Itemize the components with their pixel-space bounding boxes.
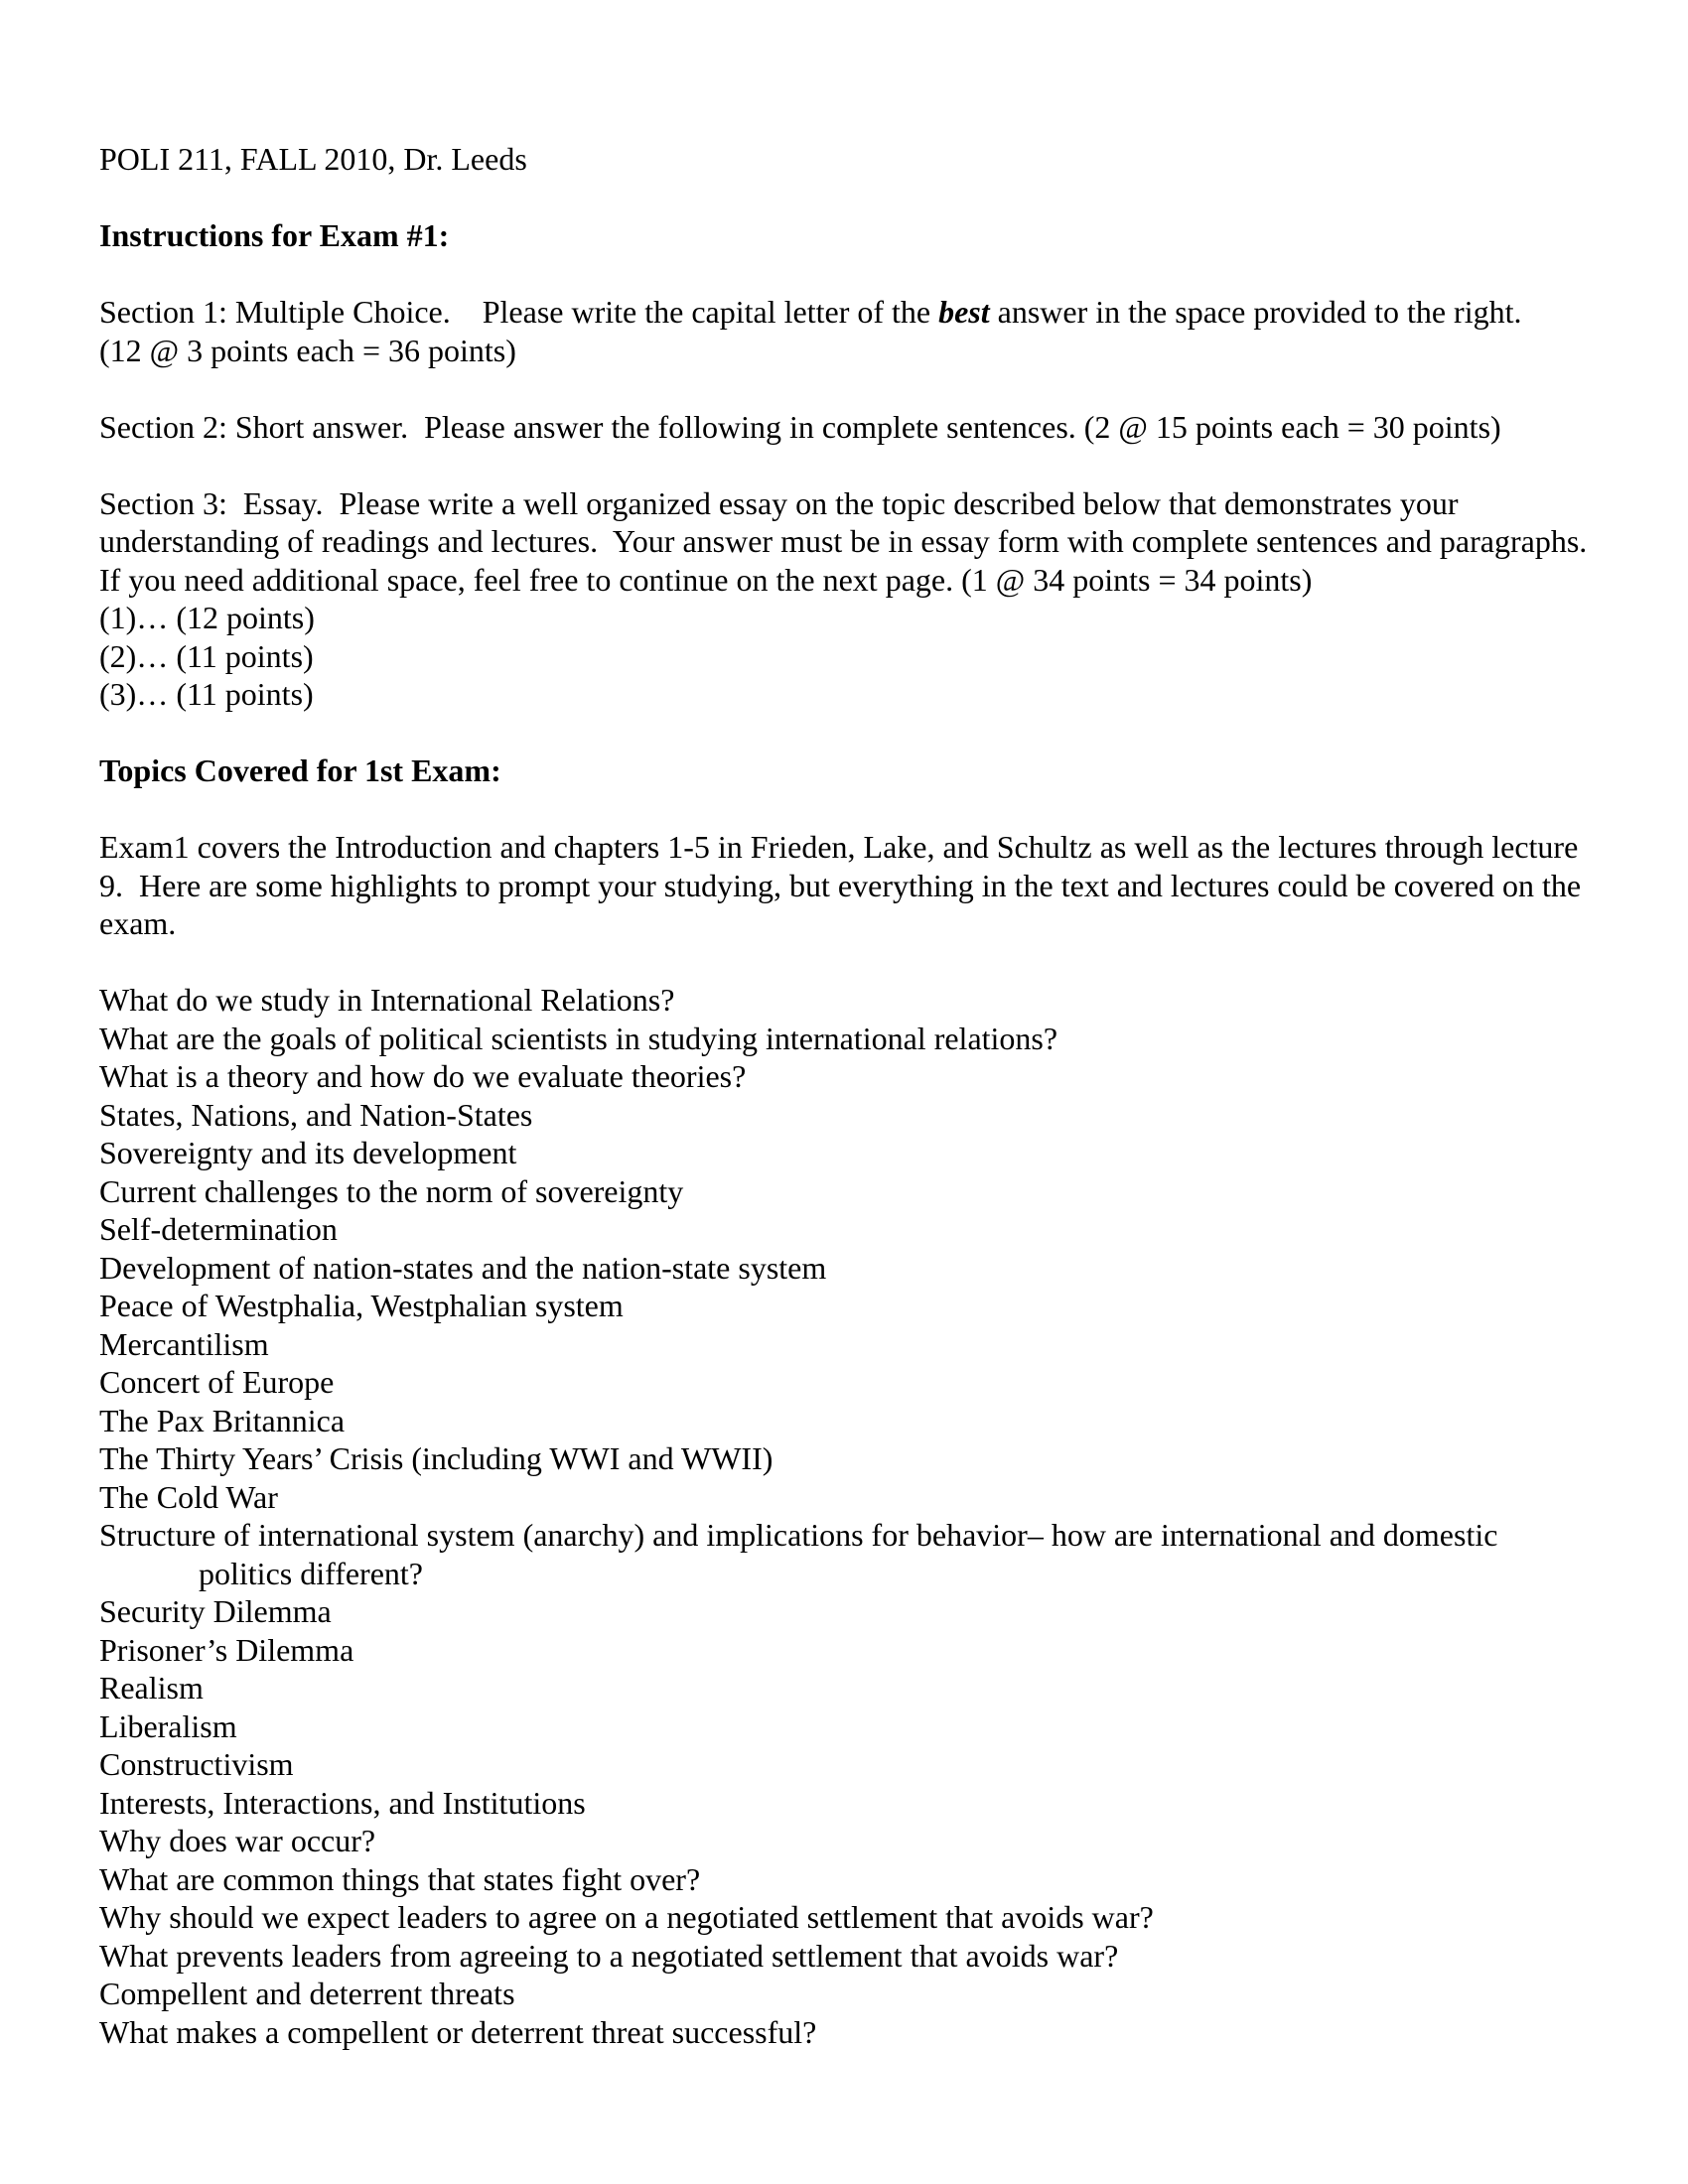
topic-item: What are the goals of political scientists in studying international relations? [99, 1020, 1058, 1056]
section1-text-after: answer in the space provided to the right. [989, 294, 1522, 330]
topic-item: Self-determination [99, 1211, 338, 1247]
topic-item: What prevents leaders from agreeing to a negotiated settlement that avoids war? [99, 1937, 1119, 1974]
section1-points: (12 @ 3 points each = 36 points) [99, 332, 516, 368]
topic-item: What do we study in International Relations? [99, 982, 675, 1018]
topic-item: The Thirty Years’ Crisis (including WWI and WWII) [99, 1440, 774, 1476]
section2-instructions: Section 2: Short answer. Please answer the following in complete sentences. (2 @ 15 points each = 30 points) [99, 408, 1501, 445]
section1-emphasis: best [938, 294, 990, 330]
topic-item: Mercantilism [99, 1325, 269, 1362]
topic-item: Interests, Interactions, and Institutions [99, 1784, 586, 1821]
topic-item: Current challenges to the norm of sovereignty [99, 1172, 684, 1209]
topic-item: Peace of Westphalia, Westphalian system [99, 1288, 624, 1323]
topic-item: States, Nations, and Nation-States [99, 1096, 533, 1133]
document-body [99, 140, 1604, 2051]
topic-item: Concert of Europe [99, 1364, 335, 1400]
topic-item: What are common things that states fight over? [99, 1860, 701, 1897]
topic-item: The Pax Britannica [99, 1402, 346, 1438]
section3-part-1: (1)… (12 points) [99, 600, 315, 635]
instructions-heading: Instructions for Exam #1: [99, 217, 450, 253]
section3-instructions: Section 3: Essay. Please write a well organized essay on the topic described below that demonstrates your understanding of readings and lectures. Your answer must be in essay form with complete sentences and paragraphs. If you need additional space, feel free to continue on the next page. (1 @ 34 points = 34 points) [99, 484, 1604, 598]
topic-item: Development of nation-states and the nation-state system [99, 1249, 827, 1286]
topic-item: Prisoner’s Dilemma [99, 1631, 354, 1668]
topic-item: Why should we expect leaders to agree on a negotiated settlement that avoids war? [99, 1899, 1154, 1935]
topic-item: Compellent and deterrent threats [99, 1976, 515, 2011]
topic-item: Structure of international system (anarchy) and implications for behavior– how are international and domestic politics different? [99, 1517, 1498, 1591]
topic-item: What is a theory and how do we evaluate theories? [99, 1058, 747, 1094]
topic-item: Sovereignty and its development [99, 1135, 517, 1170]
topic-item: What makes a compellent or deterrent threat successful? [99, 2013, 817, 2050]
topic-item: Liberalism [99, 1707, 237, 1744]
course-header: POLI 211, FALL 2010, Dr. Leeds [99, 141, 527, 177]
topic-item: The Cold War [99, 1478, 278, 1515]
section1-instructions [99, 293, 1599, 332]
topic-item: Security Dilemma [99, 1593, 332, 1629]
section1-text-before: Please write the capital letter of the [482, 294, 939, 330]
section3-part-2: (2)… (11 points) [99, 637, 314, 674]
topic-item: Constructivism [99, 1746, 294, 1782]
topic-item: Realism [99, 1670, 204, 1706]
topic-item: Why does war occur? [99, 1823, 376, 1858]
section3-part-3: (3)… (11 points) [99, 676, 314, 712]
section1-label: Section 1: Multiple Choice. [99, 294, 451, 330]
topics-list [99, 981, 1599, 2051]
topics-intro: Exam1 covers the Introduction and chapters 1-5 in Frieden, Lake, and Schultz as well as the lectures through lecture 9. Here are some highlights to prompt your studying, but everything in the text and lectures could be covered on the exam. [99, 829, 1590, 941]
topics-heading: Topics Covered for 1st Exam: [99, 752, 501, 788]
